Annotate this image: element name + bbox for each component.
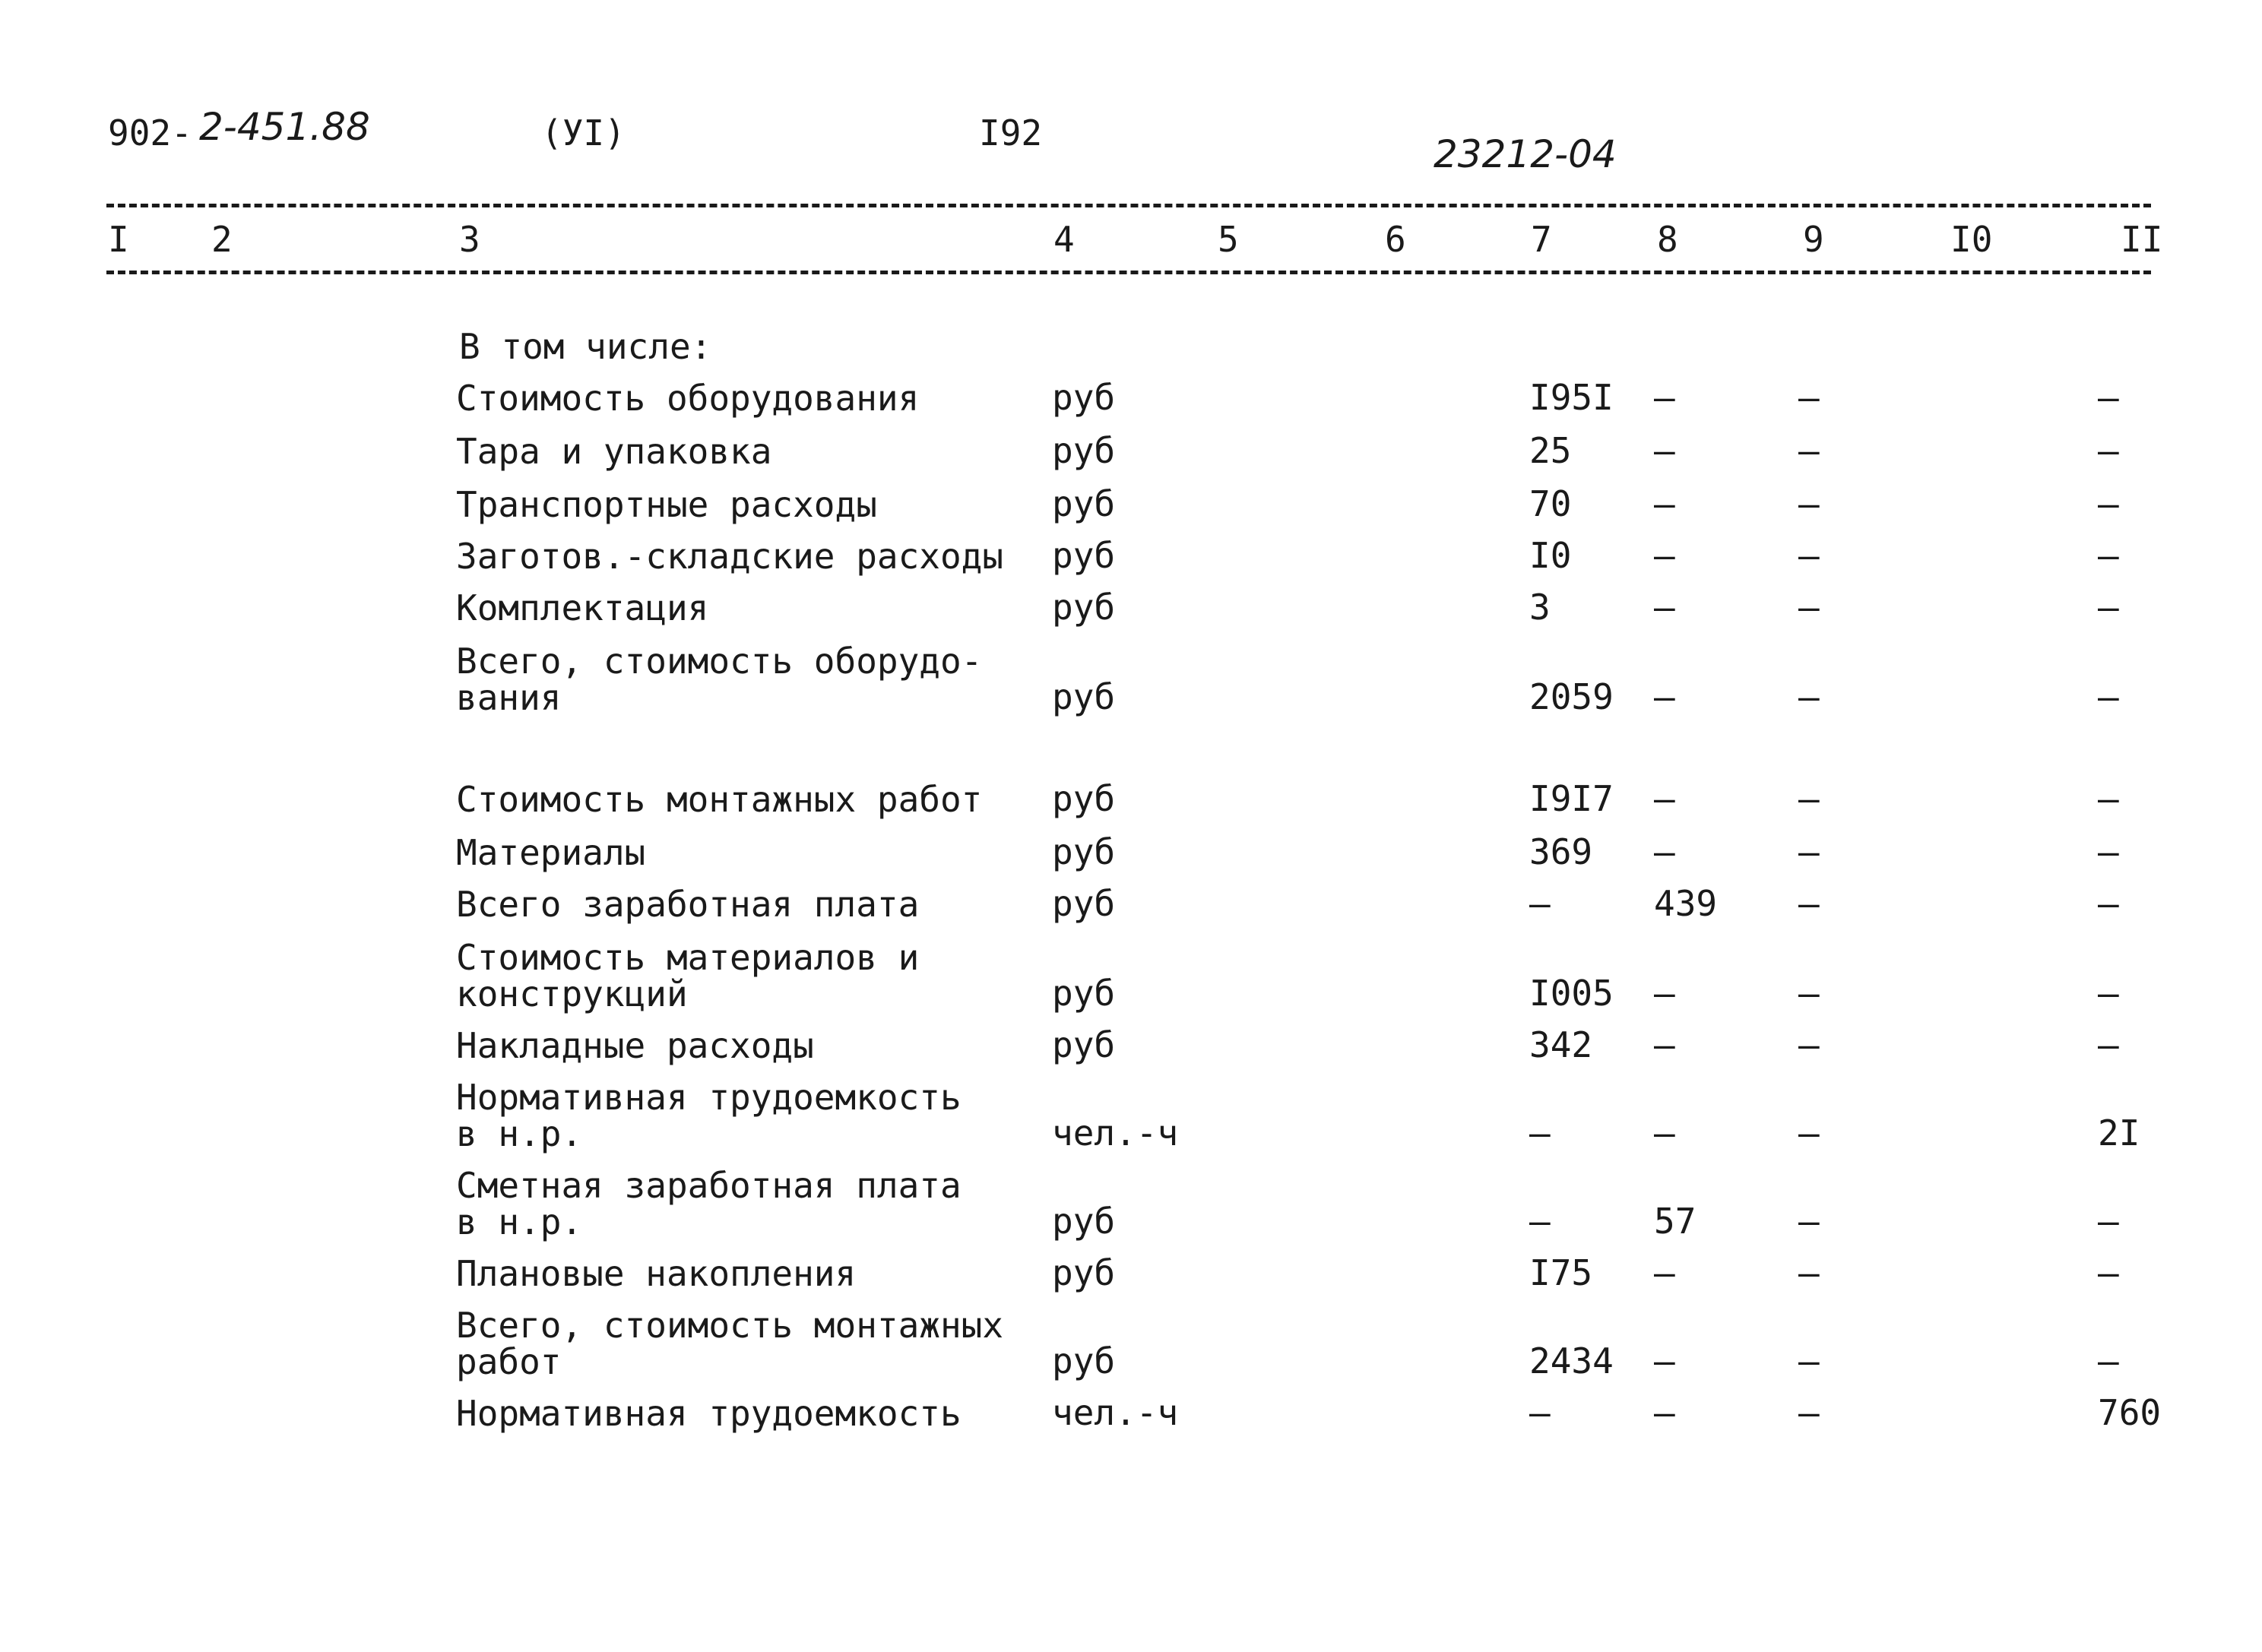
row-col8: – bbox=[1654, 483, 1675, 524]
row-col11: – bbox=[2098, 831, 2119, 872]
row-col11: – bbox=[2098, 535, 2119, 576]
row-label: Нормативная трудоемкость bbox=[456, 1393, 962, 1434]
row-col11: – bbox=[2098, 430, 2119, 471]
row-col11: – bbox=[2098, 778, 2119, 819]
row-label: Накладные расходы bbox=[456, 1025, 814, 1066]
row-col9: – bbox=[1798, 535, 1820, 576]
row-label: Транспортные расходы bbox=[456, 484, 877, 525]
row-col9: – bbox=[1798, 377, 1820, 418]
row-unit: руб bbox=[1052, 377, 1116, 418]
column-number: 9 bbox=[1803, 219, 1824, 260]
row-col7: 2059 bbox=[1529, 676, 1614, 717]
row-label: Заготов.-складские расходы bbox=[456, 536, 1004, 577]
row-label: Стоимость материалов и конструкций bbox=[456, 937, 920, 1014]
row-col7: I75 bbox=[1529, 1252, 1593, 1293]
column-number: 4 bbox=[1053, 219, 1075, 260]
row-col7: 342 bbox=[1529, 1024, 1593, 1065]
row-col9: – bbox=[1798, 1024, 1820, 1065]
row-col9: – bbox=[1798, 973, 1820, 1014]
row-col8: – bbox=[1654, 1112, 1675, 1154]
row-col9: – bbox=[1798, 1392, 1820, 1433]
row-col8: – bbox=[1654, 1392, 1675, 1433]
doc-number-prefix: 902- bbox=[108, 112, 192, 153]
row-col11: – bbox=[2098, 883, 2119, 924]
row-col11: – bbox=[2098, 1024, 2119, 1065]
row-col9: – bbox=[1798, 1340, 1820, 1381]
intro-label: В том числе: bbox=[459, 326, 712, 367]
row-col7: 2434 bbox=[1529, 1340, 1614, 1381]
row-col11: – bbox=[2098, 676, 2119, 717]
row-col11: – bbox=[2098, 1340, 2119, 1381]
row-label: Материалы bbox=[456, 832, 646, 873]
row-col9: – bbox=[1798, 831, 1820, 872]
header-rule-top bbox=[106, 204, 2151, 207]
row-label: Комплектация bbox=[456, 587, 709, 628]
row-col7: 369 bbox=[1529, 831, 1593, 872]
column-number: 6 bbox=[1385, 219, 1406, 260]
row-col9: – bbox=[1798, 430, 1820, 471]
row-unit: руб bbox=[1052, 1252, 1116, 1293]
row-label: Стоимость оборудования bbox=[456, 378, 920, 419]
row-col7: 70 bbox=[1529, 483, 1572, 524]
row-col7: – bbox=[1529, 1112, 1551, 1154]
row-col9: – bbox=[1798, 587, 1820, 628]
row-unit: руб bbox=[1052, 483, 1116, 524]
row-unit: чел.-ч bbox=[1052, 1392, 1179, 1433]
row-unit: руб bbox=[1052, 430, 1116, 471]
column-number: 5 bbox=[1218, 219, 1239, 260]
row-col11: – bbox=[2098, 973, 2119, 1014]
row-col11: – bbox=[2098, 587, 2119, 628]
row-col8: – bbox=[1654, 430, 1675, 471]
row-label: Стоимость монтажных работ bbox=[456, 779, 983, 820]
row-col8: – bbox=[1654, 1340, 1675, 1381]
row-col11: – bbox=[2098, 1252, 2119, 1293]
column-number: 7 bbox=[1531, 219, 1552, 260]
row-unit: руб bbox=[1052, 778, 1116, 819]
row-col8: – bbox=[1654, 973, 1675, 1014]
row-unit: чел.-ч bbox=[1052, 1112, 1179, 1154]
row-label: Всего, стоимость оборудо- вания bbox=[456, 641, 983, 718]
row-col9: – bbox=[1798, 778, 1820, 819]
page-number: I92 bbox=[979, 112, 1043, 153]
row-unit: руб bbox=[1052, 1024, 1116, 1065]
row-col11: – bbox=[2098, 1201, 2119, 1242]
doc-number-handwritten: 2-451.88 bbox=[199, 105, 370, 149]
row-col8: – bbox=[1654, 587, 1675, 628]
row-col7: 25 bbox=[1529, 430, 1572, 471]
row-unit: руб bbox=[1052, 535, 1116, 576]
row-col7: I0 bbox=[1529, 535, 1572, 576]
section-marker: (УI) bbox=[541, 112, 626, 153]
row-col11: – bbox=[2098, 377, 2119, 418]
row-col11: 760 bbox=[2098, 1392, 2162, 1433]
column-number: 3 bbox=[459, 219, 480, 260]
row-unit: руб bbox=[1052, 831, 1116, 872]
row-col8: – bbox=[1654, 377, 1675, 418]
row-col9: – bbox=[1798, 883, 1820, 924]
row-col9: – bbox=[1798, 1201, 1820, 1242]
row-col8: – bbox=[1654, 1252, 1675, 1293]
column-number: I bbox=[108, 219, 129, 260]
row-col7: I005 bbox=[1529, 973, 1614, 1014]
row-col11: 2I bbox=[2098, 1112, 2140, 1154]
row-col7: I9I7 bbox=[1529, 778, 1614, 819]
document-code: 23212-04 bbox=[1434, 132, 1617, 176]
row-col7: I95I bbox=[1529, 377, 1614, 418]
row-col8: – bbox=[1654, 1024, 1675, 1065]
row-unit: руб bbox=[1052, 1201, 1116, 1242]
row-label: Тара и упаковка bbox=[456, 431, 772, 472]
row-label: Сметная заработная плата в н.р. bbox=[456, 1165, 962, 1242]
row-col9: – bbox=[1798, 1252, 1820, 1293]
row-unit: руб bbox=[1052, 973, 1116, 1014]
row-col7: 3 bbox=[1529, 587, 1551, 628]
row-col9: – bbox=[1798, 676, 1820, 717]
row-col7: – bbox=[1529, 883, 1551, 924]
row-col8: – bbox=[1654, 831, 1675, 872]
row-col8: – bbox=[1654, 535, 1675, 576]
row-col7: – bbox=[1529, 1392, 1551, 1433]
row-col8: – bbox=[1654, 676, 1675, 717]
row-unit: руб bbox=[1052, 883, 1116, 924]
column-number: 8 bbox=[1657, 219, 1678, 260]
column-number: I0 bbox=[1950, 219, 1993, 260]
row-unit: руб bbox=[1052, 676, 1116, 717]
row-col11: – bbox=[2098, 483, 2119, 524]
row-label: Всего, стоимость монтажных работ bbox=[456, 1305, 1004, 1382]
column-number: 2 bbox=[211, 219, 233, 260]
row-label: Плановые накопления bbox=[456, 1253, 857, 1294]
header-rule-bottom bbox=[106, 271, 2151, 274]
row-unit: руб bbox=[1052, 1340, 1116, 1381]
row-col9: – bbox=[1798, 1112, 1820, 1154]
row-col7: – bbox=[1529, 1201, 1551, 1242]
row-col8: – bbox=[1654, 778, 1675, 819]
row-col9: – bbox=[1798, 483, 1820, 524]
row-label: Нормативная трудоемкость в н.р. bbox=[456, 1077, 962, 1154]
column-number: II bbox=[2121, 219, 2163, 260]
row-col8: 57 bbox=[1654, 1201, 1696, 1242]
row-col8: 439 bbox=[1654, 883, 1718, 924]
row-label: Всего заработная плата bbox=[456, 884, 920, 925]
row-unit: руб bbox=[1052, 587, 1116, 628]
